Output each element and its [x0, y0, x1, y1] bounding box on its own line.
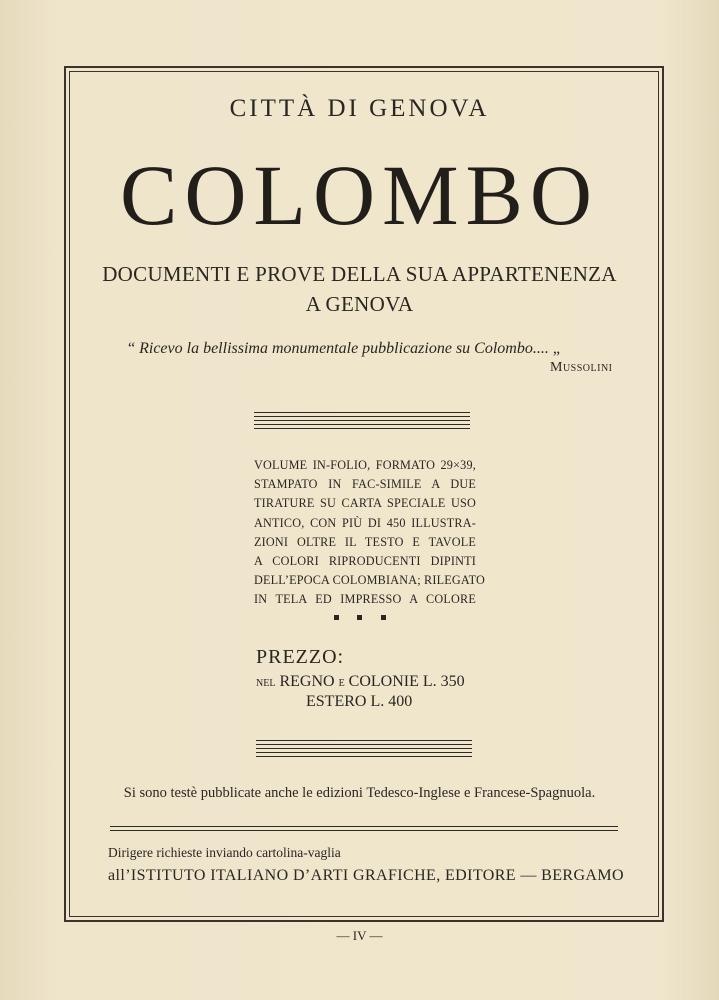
- subtitle-line-1: DOCUMENTI E PROVE DELLA SUA APPARTENENZA: [102, 262, 617, 286]
- quote-open-mark: “: [128, 340, 136, 357]
- publisher-line: all’ISTITUTO ITALIANO D’ARTI GRAFICHE, EDITORE — BERGAMO: [108, 867, 624, 884]
- order-instructions: Dirigere richieste inviando cartolina-vaglia: [108, 845, 341, 860]
- price-prefix: nel: [256, 675, 276, 690]
- price-domestic: [256, 673, 465, 691]
- square-bullet-icon: [381, 615, 386, 620]
- volume-description: [254, 456, 485, 610]
- description-line: A COLORI RIPRODUCENTI DIPINTI: [254, 554, 476, 569]
- ornamental-rule-top: [254, 412, 470, 432]
- ornamental-rule-bottom: [256, 740, 472, 760]
- ornament-squares: [0, 612, 719, 623]
- description-line: VOLUME IN-FOLIO, FORMATO 29×39,: [254, 458, 476, 472]
- price-region-a: REGNO: [279, 673, 335, 690]
- city-heading: CITTÀ DI GENOVA: [229, 95, 490, 122]
- footer-divider-bottom: [110, 830, 618, 831]
- footer-divider-top: [110, 826, 618, 827]
- price-foreign: ESTERO L. 400: [306, 693, 413, 710]
- description-line: TIRATURE SU CARTA SPECIALE USO: [254, 496, 476, 511]
- subtitle-line-2: A GENOVA: [305, 292, 414, 316]
- price-region-b: COLONIE L. 350: [348, 673, 465, 690]
- description-line: ZIONI OLTRE IL TESTO E TAVOLE: [254, 534, 476, 549]
- square-bullet-icon: [357, 615, 362, 620]
- quote-text: Ricevo la bellissima monumentale pubblicazione su Colombo....: [139, 340, 549, 357]
- quote-close-mark: „: [552, 340, 560, 357]
- page-number: — IV —: [336, 928, 383, 943]
- quote-author: Mussolini: [550, 360, 613, 375]
- square-bullet-icon: [334, 615, 339, 620]
- price-conjunction: e: [338, 675, 345, 690]
- price-label: PREZZO:: [256, 646, 345, 668]
- description-line: STAMPATO IN FAC-SIMILE A DUE: [254, 477, 476, 492]
- main-title: COLOMBO: [119, 147, 600, 243]
- description-line: IN TELA ED IMPRESSO A COLORE: [254, 592, 476, 607]
- description-line: DELL’EPOCA COLOMBIANA; RILEGATO: [254, 573, 485, 588]
- description-line: ANTICO, CON PIÙ DI 450 ILLUSTRA-: [254, 515, 476, 530]
- editions-note: Si sono testè pubblicate anche le edizioni Tedesco-Inglese e Francese-Spagnuola.: [123, 785, 596, 801]
- quote: [128, 340, 560, 358]
